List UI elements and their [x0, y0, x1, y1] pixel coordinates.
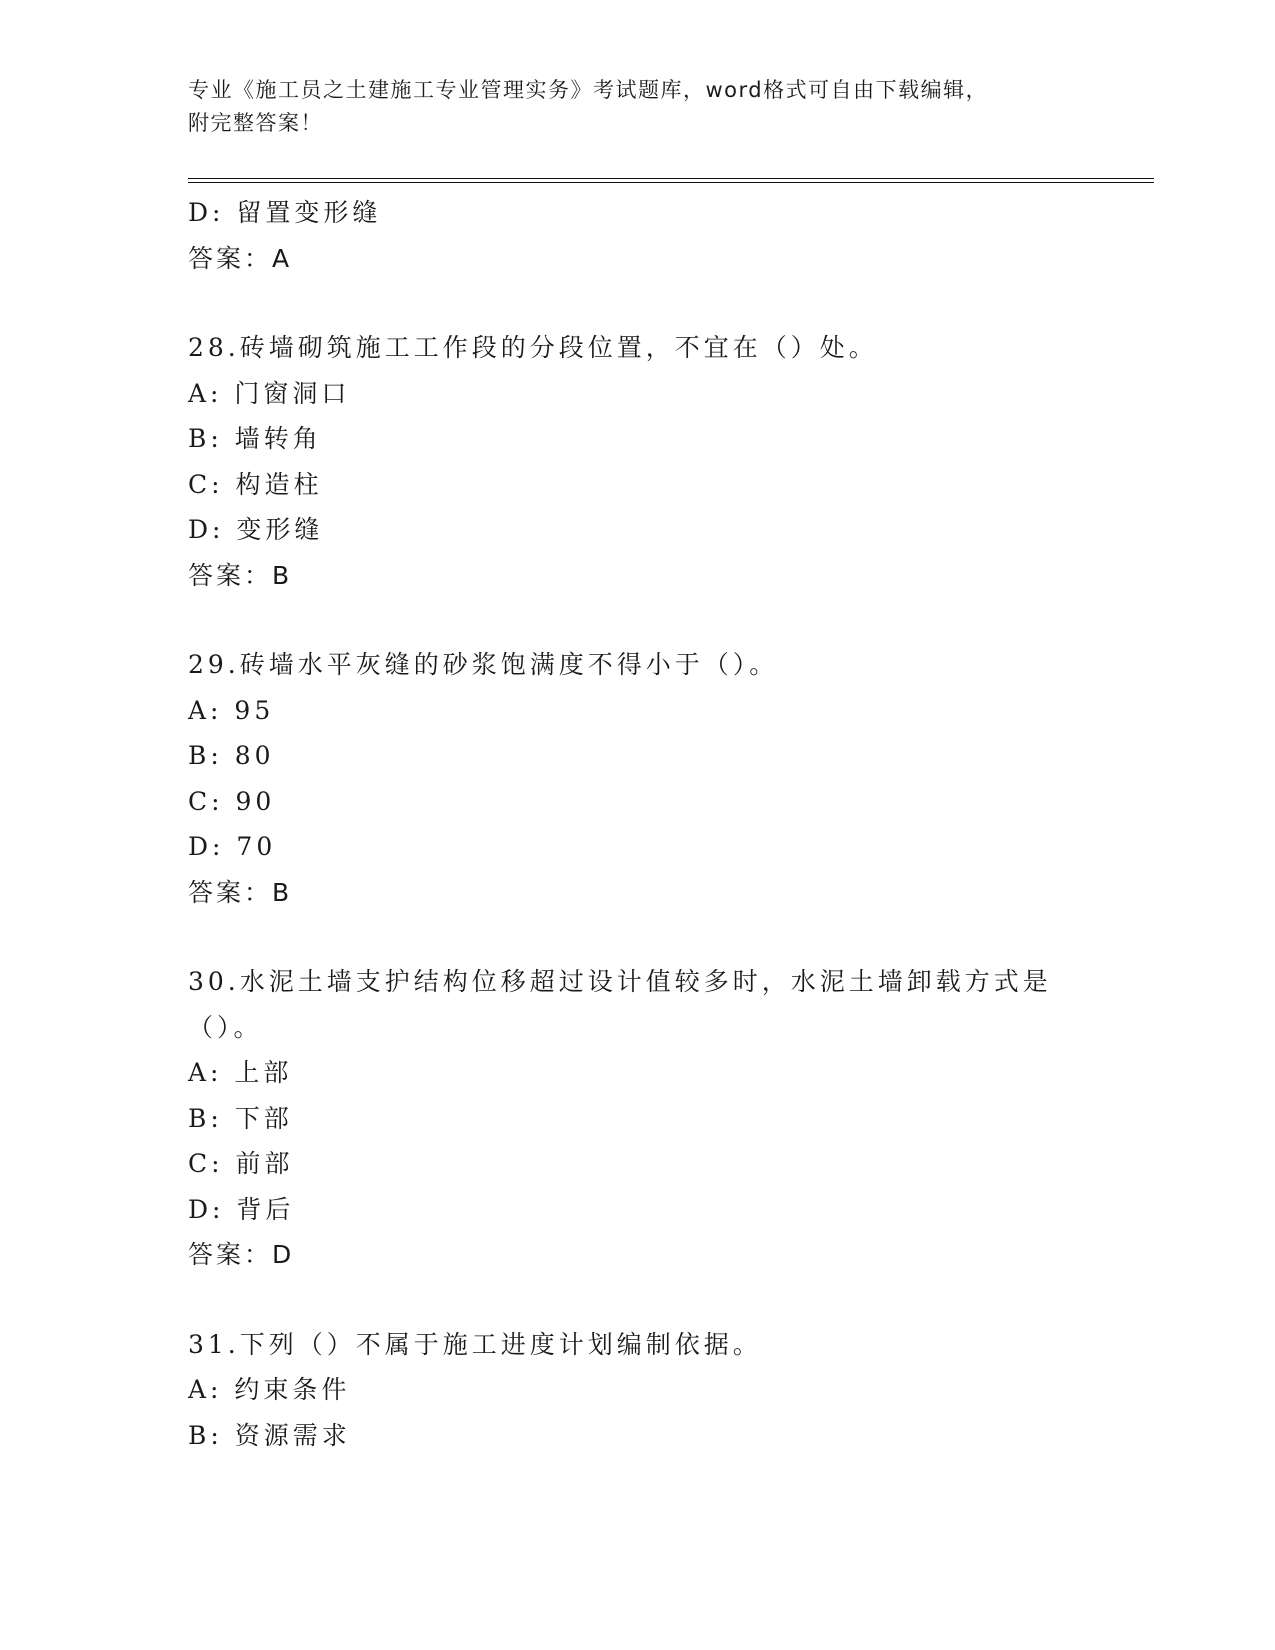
answer-line: 答案：B — [188, 560, 293, 590]
option-d: D: 70 — [188, 832, 277, 861]
option-b: B: 墙转角 — [188, 424, 322, 453]
option-a: A: 95 — [188, 695, 275, 725]
document-header — [188, 74, 1088, 140]
option-d: D: 变形缝 — [188, 515, 324, 544]
answer-line: 答案：D — [188, 1240, 295, 1269]
header-divider-top — [188, 178, 1154, 179]
option-a: A: 门窗洞口 — [188, 378, 351, 408]
answer-line: 答案：B — [188, 877, 293, 907]
question-31 — [188, 1322, 1148, 1459]
question-list — [188, 190, 1148, 1458]
option-c: C: 构造柱 — [188, 469, 323, 499]
question-text: 28.砖墙砌筑施工工作段的分段位置，不宜在（）处。 — [188, 333, 878, 362]
question-text: 31.下列（）不属于施工进度计划编制依据。 — [188, 1329, 762, 1359]
option-a: A: 约束条件 — [188, 1375, 351, 1404]
header-line-1: 专业《施工员之土建施工专业管理实务》考试题库，word格式可自由下载编辑， — [188, 78, 989, 102]
option-b: B: 资源需求 — [188, 1420, 351, 1450]
question-28 — [188, 325, 1148, 598]
option-b: B: 下部 — [188, 1103, 293, 1133]
question-text: 29.砖墙水平灰缝的砂浆饱满度不得小于（）。 — [188, 650, 779, 679]
option-b: B: 80 — [188, 741, 275, 770]
header-divider-bottom — [188, 182, 1154, 183]
header-line-2: 附完整答案！ — [188, 111, 323, 135]
question-29 — [188, 642, 1148, 915]
option-a: A: 上部 — [188, 1058, 293, 1087]
option-c: C: 前部 — [188, 1149, 294, 1178]
answer-line: 答案：A — [188, 243, 293, 273]
option-c: C: 90 — [188, 786, 276, 816]
question-30 — [188, 959, 1148, 1278]
option-d: D: 留置变形缝 — [188, 198, 382, 227]
question-text: 30.水泥土墙支护结构位移超过设计值较多时，水泥土墙卸载方式是（）。 — [188, 967, 1052, 1042]
option-d: D: 背后 — [188, 1194, 295, 1224]
